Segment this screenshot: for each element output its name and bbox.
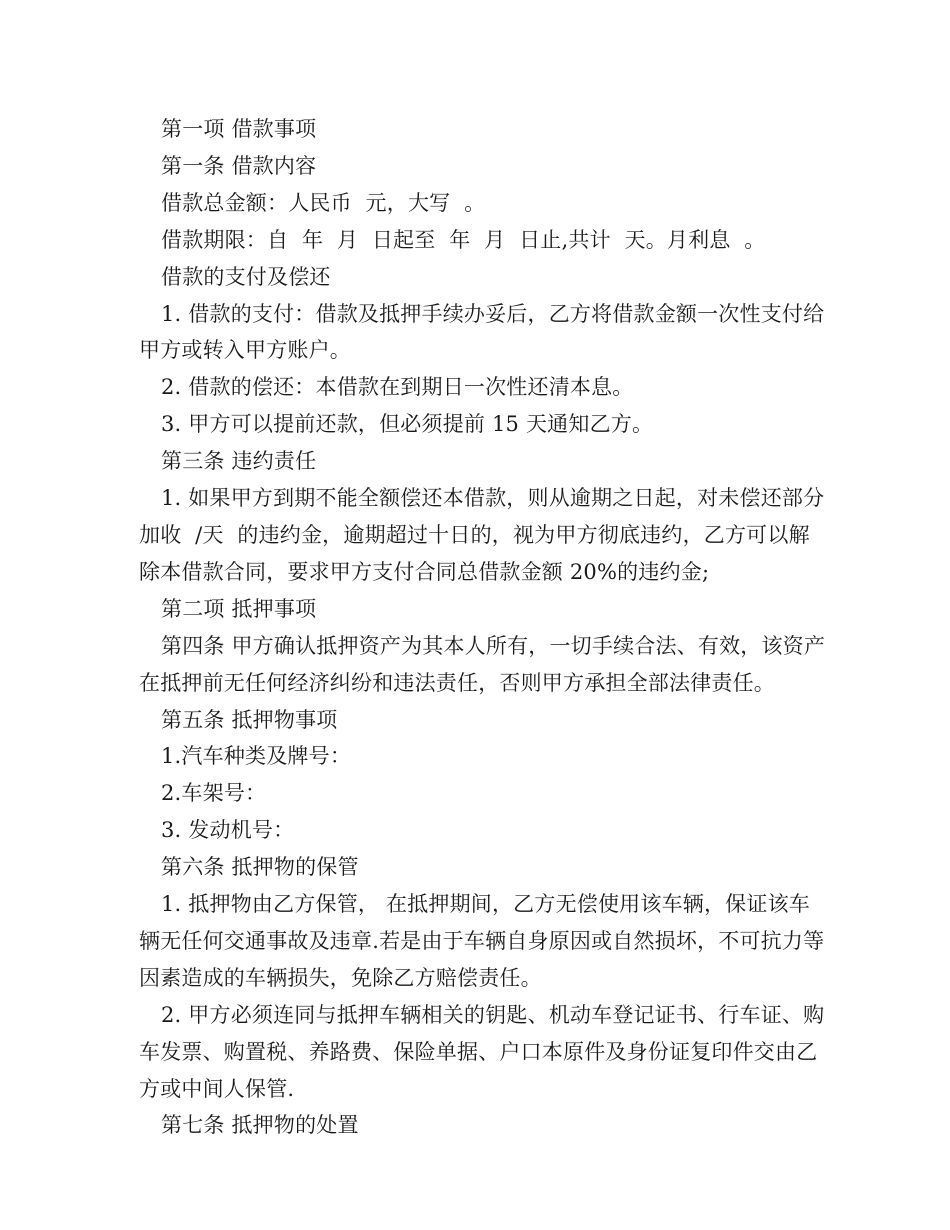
article-heading: 第五条 抵押物事项 (161, 707, 338, 732)
list-item: 3. 发动机号： (161, 818, 295, 843)
clause-paragraph: 第四条 甲方确认抵押资产为其本人所有，一切手续合法、有效，该资产在抵押前无任何经济纠纷和违法责任，否则甲方承担全部法律责任。 (139, 633, 826, 695)
clause-paragraph: 2. 借款的偿还：本借款在到期日一次性还清本息。 (161, 375, 634, 400)
article-heading: 第七条 抵押物的处置 (161, 1113, 359, 1138)
loan-term-line: 借款期限：自 年 月 日起至 年 月 日止,共计 天。月利息 。 (161, 227, 766, 252)
section-heading: 第一项 借款事项 (161, 117, 317, 141)
document-page (139, 111, 829, 1144)
loan-amount-line: 借款总金额：人民币 元，大写 。 (161, 190, 486, 215)
clause-paragraph: 1. 借款的支付：借款及抵押手续办妥后，乙方将借款金额一次性支付给甲方或转入甲方账户。 (139, 301, 825, 363)
list-item: 1.汽车种类及牌号： (161, 744, 352, 769)
subheading: 借款的支付及偿还 (161, 264, 331, 289)
clause-paragraph: 3. 甲方可以提前还款，但必须提前 15 天通知乙方。 (161, 412, 654, 437)
article-heading: 第一条 借款内容 (161, 153, 317, 178)
clause-paragraph: 2. 甲方必须连同与抵押车辆相关的钥匙、机动车登记证书、行车证、购车发票、购置税、养路费、保险单据、户口本原件及身份证复印件交由乙方或中间人保管. (139, 1002, 825, 1101)
article-heading: 第六条 抵押物的保管 (161, 855, 359, 880)
clause-paragraph: 1. 如果甲方到期不能全额偿还本借款，则从逾期之日起，对未偿还部分加收 /天 的违约金，逾期超过十日的，视为甲方彻底违约，乙方可以解除本借款合同，要求甲方支付合同总借款金额 20%的违约金; (139, 486, 825, 584)
clause-paragraph: 1. 抵押物由乙方保管， 在抵押期间，乙方无偿使用该车辆，保证该车辆无任何交通事故及违章.若是由于车辆自身原因或自然损坏，不可抗力等因素造成的车辆损失，免除乙方赔偿责任。 (139, 892, 825, 990)
article-heading: 第三条 违约责任 (161, 449, 317, 474)
section-heading: 第二项 抵押事项 (161, 596, 317, 621)
list-item: 2.车架号： (161, 781, 267, 806)
